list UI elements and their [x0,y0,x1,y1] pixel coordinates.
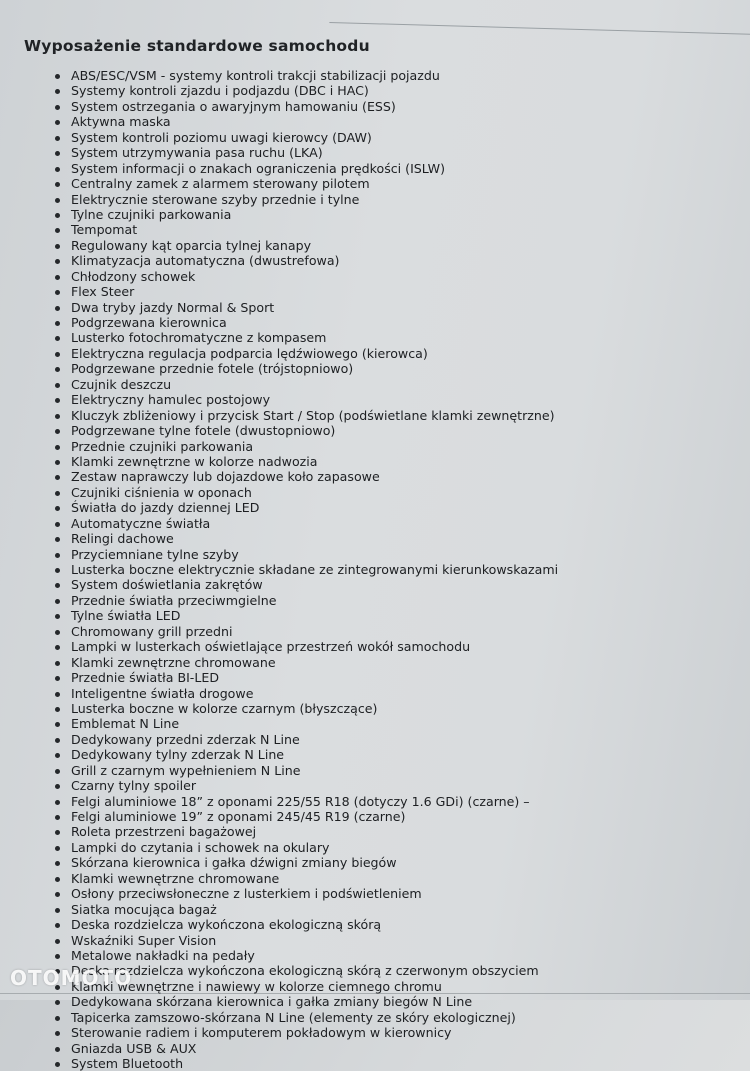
bullet-icon [55,769,60,774]
list-item-text: Tapicerka zamszowo-skórzana N Line (elementy ze skóry ekologicznej) [71,1009,516,1025]
bullet-icon [55,722,60,727]
bullet-icon [55,645,60,650]
list-item-text: Przednie światła BI-LED [71,670,220,686]
list-item [0,809,740,824]
bullet-icon [55,861,60,866]
list-item [0,423,740,438]
list-item-text: Lampki do czytania i schowek na okulary [71,839,330,855]
list-item [0,408,740,423]
bullet-icon [55,846,60,851]
bullet-icon [55,661,60,666]
bullet-icon [55,259,60,264]
bullet-icon [55,568,60,573]
list-item-text: Czarny tylny spoiler [71,778,197,794]
bullet-icon [55,1047,60,1052]
bullet-icon [55,414,60,419]
list-item [0,130,740,145]
list-item [0,547,740,562]
bullet-icon [55,908,60,913]
bullet-icon [55,167,60,172]
list-item [0,686,740,701]
list-item-text: Relingi dachowe [71,531,174,547]
bullet-icon [55,151,60,156]
list-item [0,284,740,299]
list-item-text: Czujnik deszczu [71,376,172,392]
list-item [0,855,740,870]
bullet-icon [55,939,60,944]
list-item-text: Felgi aluminiowe 18” z oponami 225/55 R18 (dotyczy 1.6 GDi) (czarne) – [71,793,530,809]
list-item [0,716,740,731]
bullet-icon [55,892,60,897]
list-item-text: System utrzymywania pasa ruchu (LKA) [71,145,323,161]
list-item-text: Wskaźniki Super Vision [71,932,217,948]
list-item-text: Tylne światła LED [71,608,181,624]
bullet-icon [55,1062,60,1067]
list-item [0,1010,740,1025]
list-item-text: Klamki zewnętrzne chromowane [71,654,276,670]
list-item [0,670,740,685]
list-item [0,1041,740,1056]
bullet-icon [55,923,60,928]
bullet-icon [55,815,60,820]
list-item [0,531,740,546]
list-item [0,624,740,639]
list-item [0,871,740,886]
bullet-icon [55,1016,60,1021]
list-item-text: Dwa tryby jazdy Normal & Sport [71,299,275,315]
list-item [0,763,740,778]
list-item [0,902,740,917]
list-item-text: ABS/ESC/VSM - systemy kontroli trakcji stabilizacji pojazdu [71,68,440,83]
bullet-icon [55,120,60,125]
bullet-icon [55,1031,60,1036]
list-item [0,330,740,345]
list-item [0,269,740,284]
list-item-text: Aktywna maska [71,114,171,130]
list-item-text: System ostrzegania o awaryjnym hamowaniu (ESS) [71,98,396,114]
list-item-text: Elektryczny hamulec postojowy [71,392,271,408]
list-item [0,145,740,160]
list-item [0,346,740,361]
list-item-text: Sterowanie radiem i komputerem pokładowym w kierownicy [71,1025,452,1041]
list-item [0,469,740,484]
bullet-icon [55,367,60,372]
bullet-icon [55,306,60,311]
list-item-text: Tylne czujniki parkowania [71,206,232,222]
bullet-icon [55,877,60,882]
list-item [0,794,740,809]
bullet-icon [55,800,60,805]
bullet-icon [55,553,60,558]
bullet-icon [55,830,60,835]
bullet-icon [55,352,60,357]
list-item [0,1056,740,1071]
list-item [0,361,740,376]
list-item [0,176,740,191]
list-item-text: Systemy kontroli zjazdu i podjazdu (DBC i HAC) [71,83,369,99]
bullet-icon [55,182,60,187]
list-item [0,608,740,623]
bullet-icon [55,537,60,542]
list-item [0,824,740,839]
list-item-text: Chłodzony schowek [71,268,196,284]
list-item-text: Przednie czujniki parkowania [71,438,254,454]
list-item [0,99,740,114]
list-item-text: Gniazda USB & AUX [71,1040,197,1056]
list-item-text: System kontroli poziomu uwagi kierowcy (DAW) [71,129,372,145]
list-item [0,439,740,454]
bullet-icon [55,105,60,110]
bullet-icon [55,676,60,681]
list-item [0,778,740,793]
list-item-text: Podgrzewane tylne fotele (dwustopniowo) [71,423,336,439]
list-item [0,593,740,608]
list-item-text: Dedykowana skórzana kierownica i gałka zmiany biegów N Line [71,994,473,1010]
list-item-text: Elektrycznie sterowane szyby przednie i tylne [71,191,360,207]
list-item [0,222,740,237]
list-item-text: Deska rozdzielcza wykończona ekologiczną skórą [71,917,382,933]
list-item [0,639,740,654]
list-item [0,300,740,315]
list-item [0,516,740,531]
list-item-text: Zestaw naprawczy lub dojazdowe koło zapasowe [71,469,380,485]
list-item-text: Inteligentne światła drogowe [71,685,254,701]
bullet-icon [55,275,60,280]
list-item [0,454,740,469]
bullet-icon [55,445,60,450]
list-item-text: Klamki wewnętrzne i nawiewy w kolorze ciemnego chromu [71,978,442,994]
list-item-text: Metalowe nakładki na pedały [71,947,255,963]
list-item-text: Czujniki ciśnienia w oponach [71,484,252,500]
bullet-icon [55,89,60,94]
bullet-icon [55,707,60,712]
list-item [0,562,740,577]
bullet-icon [55,784,60,789]
bullet-icon [55,1000,60,1005]
list-item-text: Automatyczne światła [71,515,211,531]
bullet-icon [55,599,60,604]
list-item-text: Światła do jazdy dziennej LED [71,500,260,516]
list-item-text: Chromowany grill przedni [71,623,233,639]
bullet-icon [55,491,60,496]
list-item-text: Skórzana kierownica i gałka dźwigni zmiany biegów [71,855,397,871]
bullet-icon [55,692,60,697]
list-item-text: Elektryczna regulacja podparcia lędźwiowego (kierowca) [71,345,428,361]
list-item [0,485,740,500]
list-item [0,392,740,407]
list-item [0,701,740,716]
list-item [0,68,740,83]
list-item [0,253,740,268]
bullet-icon [55,398,60,403]
list-item [0,994,740,1009]
bullet-icon [55,522,60,527]
bullet-icon [55,244,60,249]
list-item-text: Emblemat N Line [71,716,180,732]
list-item-text: Dedykowany przedni zderzak N Line [71,731,300,747]
list-item [0,1025,740,1040]
list-item-text: Przednie światła przeciwmgielne [71,592,277,608]
list-item [0,933,740,948]
list-item-text: Lampki w lusterkach oświetlające przestrzeń wokół samochodu [71,639,471,655]
bullet-icon [55,198,60,203]
bullet-icon [55,213,60,218]
list-item-text: Klamki wewnętrzne chromowane [71,870,280,886]
page-title: Wyposażenie standardowe samochodu [24,37,370,55]
list-item [0,207,740,222]
bullet-icon [55,954,60,959]
list-item [0,655,740,670]
bullet-icon [55,738,60,743]
list-item [0,161,740,176]
list-item [0,114,740,129]
list-item [0,886,740,901]
list-item-text: Tempomat [71,222,138,238]
list-item-text: System doświetlania zakrętów [71,577,263,593]
bullet-icon [55,460,60,465]
list-item-text: Flex Steer [71,284,135,300]
list-item-text: System Bluetooth [71,1056,184,1071]
list-item-text: Klamki zewnętrzne w kolorze nadwozia [71,453,318,469]
bullet-icon [55,475,60,480]
list-item-text: Roleta przestrzeni bagażowej [71,824,257,840]
list-item [0,948,740,963]
bullet-icon [55,506,60,511]
list-item-text: Podgrzewana kierownica [71,315,227,330]
list-item-text: Podgrzewane przednie fotele (trójstopniowo) [71,361,354,377]
list-item [0,192,740,207]
bullet-icon [55,429,60,434]
list-item [0,747,740,762]
list-item [0,577,740,592]
bullet-icon [55,383,60,388]
list-item [0,315,740,330]
bullet-icon [55,630,60,635]
equipment-list [0,68,740,1071]
bullet-icon [55,290,60,295]
list-item-text: Przyciemniane tylne szyby [71,546,239,562]
list-item-text: Regulowany kąt oparcia tylnej kanapy [71,237,312,253]
list-item [0,840,740,855]
list-item-text: Grill z czarnym wypełnieniem N Line [71,762,301,778]
list-item-text: Lusterka boczne elektrycznie składane ze zintegrowanymi kierunkowskazami [71,562,559,577]
list-item [0,917,740,932]
list-item [0,500,740,515]
bullet-icon [55,753,60,758]
list-item-text: System informacji o znakach ograniczenia prędkości (ISLW) [71,160,446,176]
list-item [0,732,740,747]
bullet-icon [55,136,60,141]
bullet-icon [55,336,60,341]
list-item-text: Lusterka boczne w kolorze czarnym (błyszczące) [71,700,378,716]
list-item-text: Dedykowany tylny zderzak N Line [71,747,285,763]
list-item-text: Felgi aluminiowe 19” z oponami 245/45 R19 (czarne) [71,809,406,824]
bullet-icon [55,74,60,79]
list-item-text: Lusterko fotochromatyczne z kompasem [71,330,327,346]
list-item-text: Klimatyzacja automatyczna (dwustrefowa) [71,253,340,269]
bullet-icon [55,228,60,233]
bullet-icon [55,614,60,619]
list-item-text: Deska rozdzielcza wykończona ekologiczną skórą z czerwonym obszyciem [71,963,539,979]
list-item-text: Kluczyk zbliżeniowy i przycisk Start / Stop (podświetlane klamki zewnętrzne) [71,407,555,423]
list-item [0,377,740,392]
list-item-text: Siatka mocująca bagaż [71,901,217,917]
bullet-icon [55,321,60,326]
list-item-text: Centralny zamek z alarmem sterowany pilotem [71,176,370,192]
bullet-icon [55,583,60,588]
otomoto-watermark: OTOMOTO [10,966,133,990]
list-item-text: Osłony przeciwsłoneczne z lusterkiem i podświetleniem [71,886,422,902]
list-item [0,238,740,253]
list-item [0,83,740,98]
